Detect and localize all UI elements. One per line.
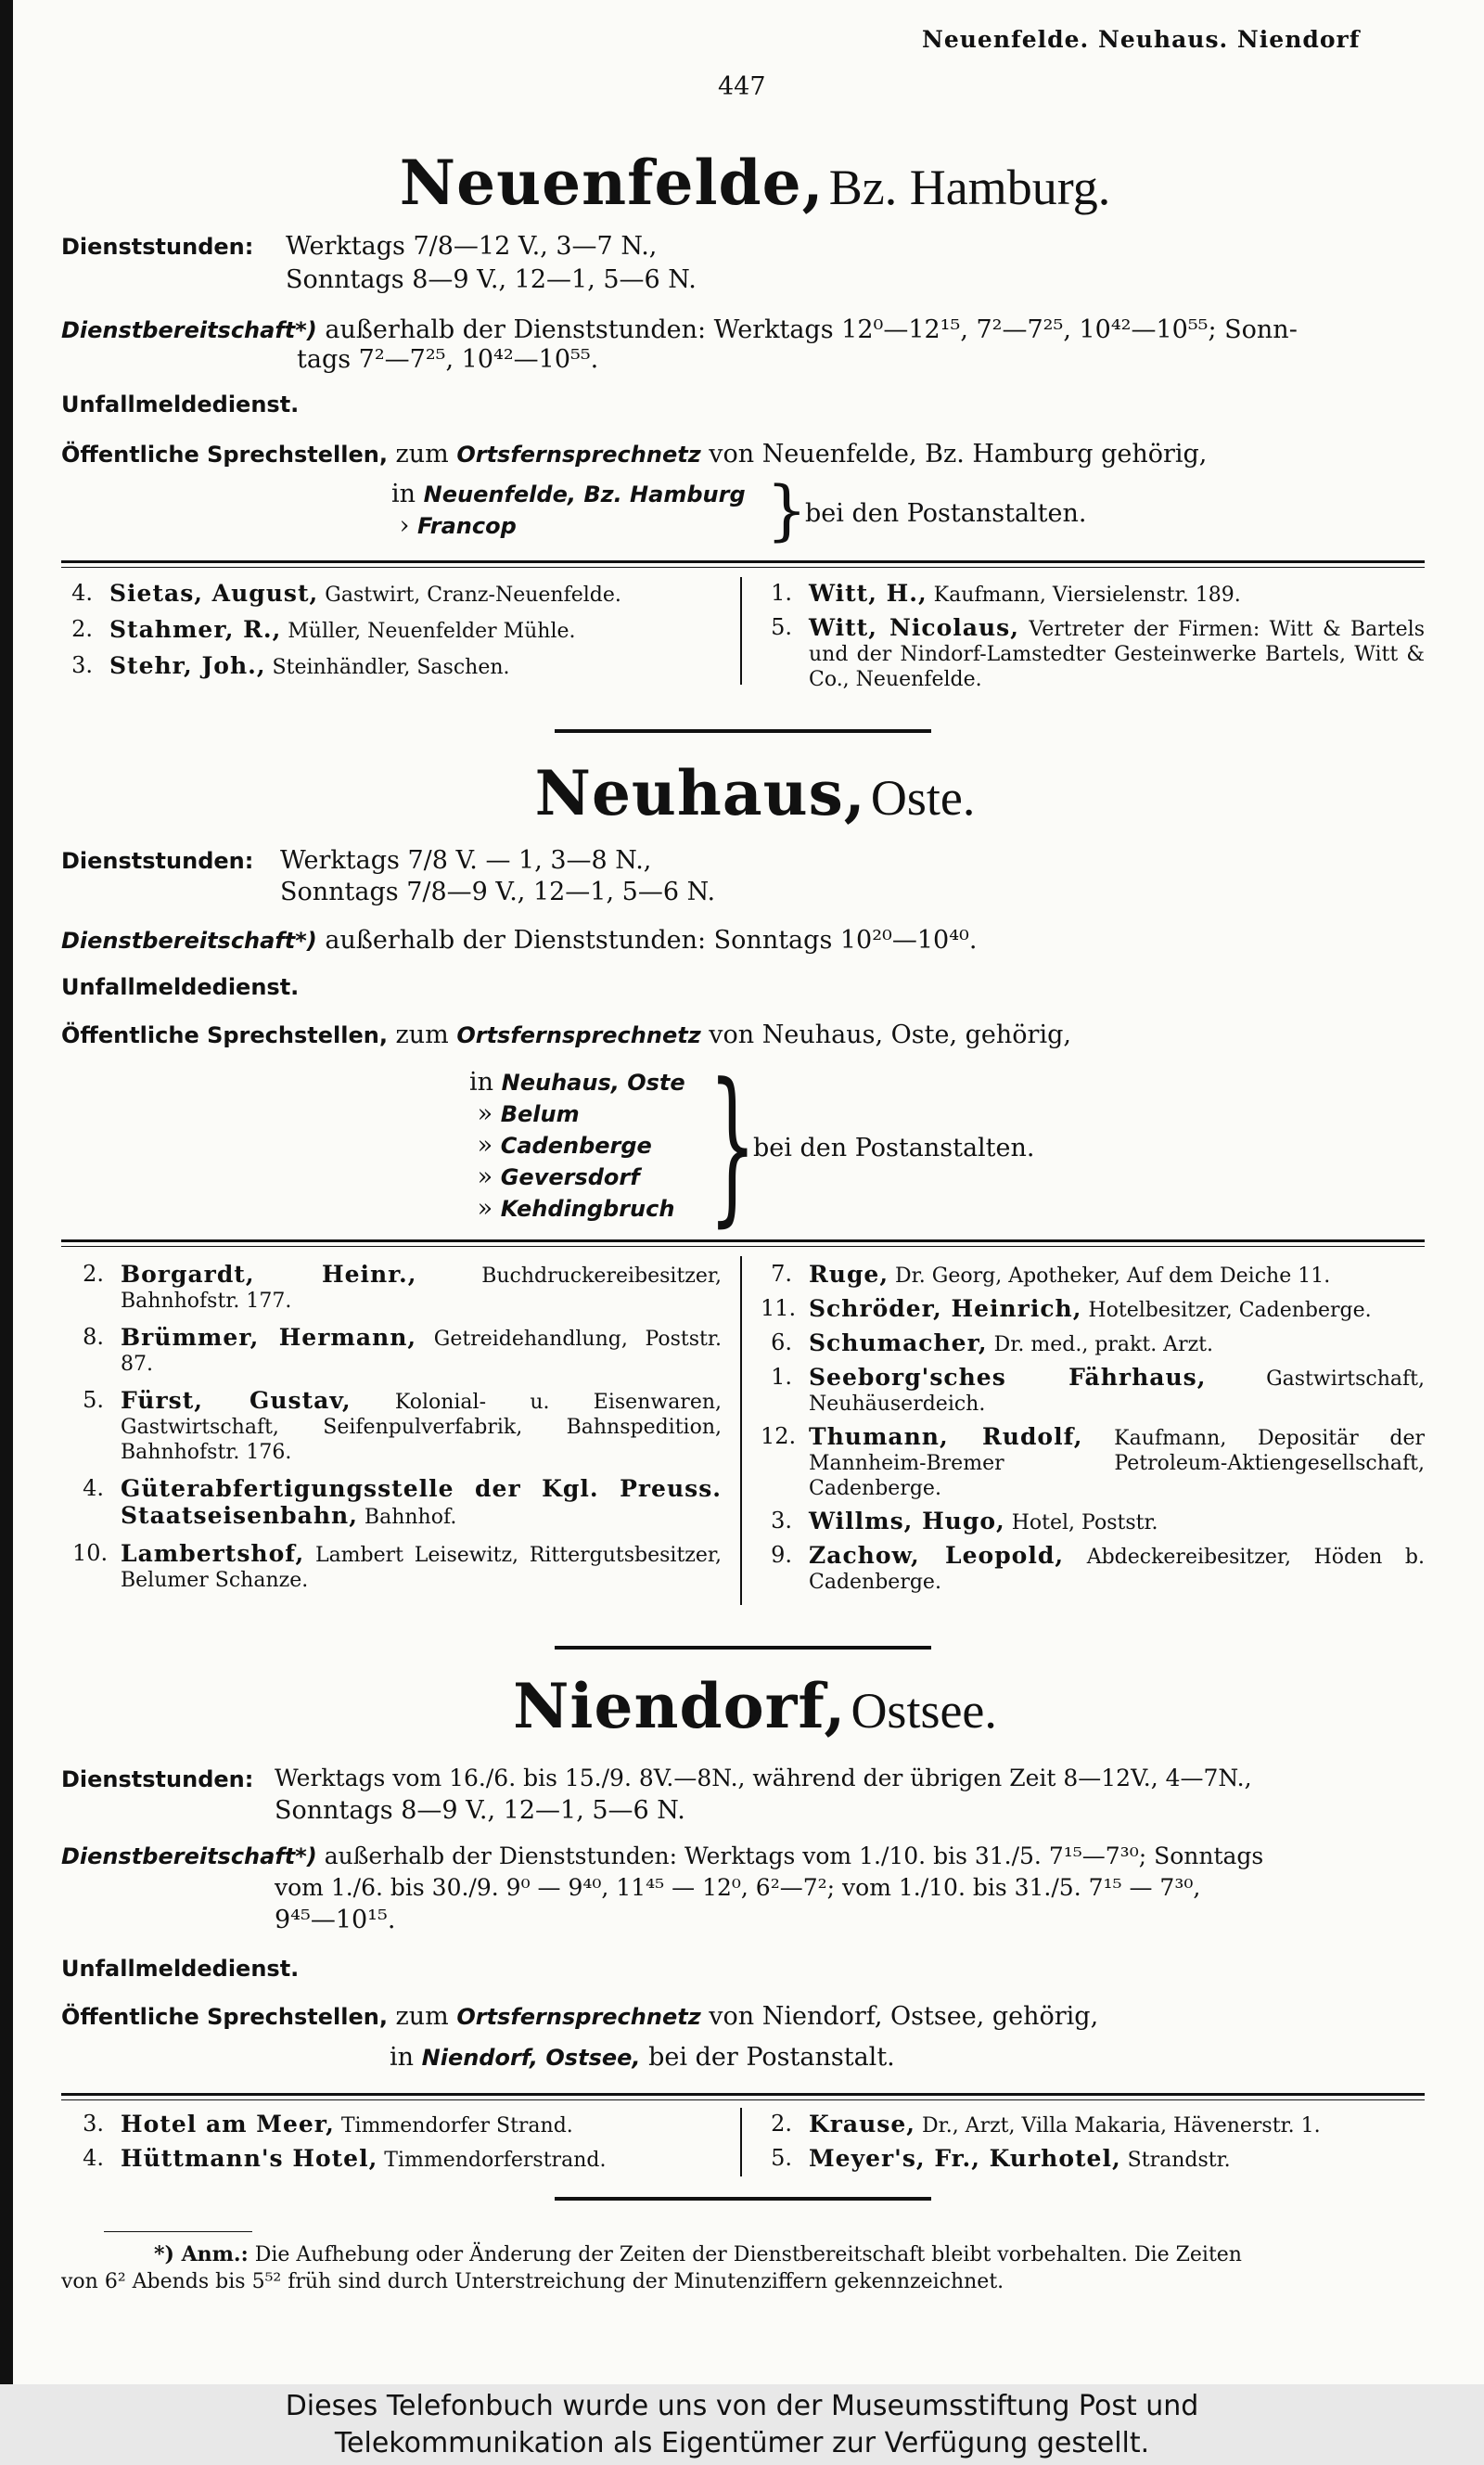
place-prefix: › [399, 511, 410, 540]
footnote [61, 2241, 1425, 2295]
place-name: Geversdorf [500, 1164, 640, 1190]
place-name: Francop [417, 513, 517, 539]
list-item: 11. Schröder, Heinrich, Hotelbesitzer, Cadenberge. [761, 1295, 1372, 1322]
list-item: 10. Lambertshof, Lambert Leisewitz, Rittergutsbesitzer, Belumer Schanze. [72, 1540, 722, 1592]
sprechstellen-neuhaus [61, 1021, 1071, 1049]
running-head: Neuenfelde. Neuhaus. Niendorf [922, 26, 1361, 53]
bereitschaft-line-2: tags 7²—7²⁵, 10⁴²—10⁵⁵. [297, 345, 599, 374]
unfall-neuhaus [61, 972, 299, 1001]
list-item: 1. Witt, H., Kaufmann, Viersielenstr. 189. [771, 580, 1241, 607]
unfall-label: Unfallmeldedienst. [61, 392, 300, 417]
footnote-line-1 [61, 2241, 1425, 2268]
bereitschaft-label: Dienstbereitschaft*) [61, 1843, 317, 1869]
place-list-neuenfelde [391, 479, 781, 542]
dienststunden-line-1: Werktags 7/8 V. — 1, 3—8 N., [280, 846, 652, 875]
place-prefix: in [469, 1068, 494, 1097]
place-item [469, 1130, 729, 1162]
dienststunden-label: Dienststunden: [61, 848, 254, 874]
list-item: 12. Thumann, Rudolf, Kaufmann, Depositär der Mannheim-Bremer Petroleum-Aktiengesellschaft, Cadenberge. [761, 1423, 1425, 1500]
list-item: 2. Krause, Dr., Arzt, Villa Makaria, Hävenerstr. 1. [771, 2111, 1321, 2138]
dienststunden-neuhaus [61, 846, 253, 875]
list-item: 5. Meyer's, Fr., Kurhotel, Strandstr. [771, 2145, 1231, 2172]
section-separator [555, 1646, 931, 1650]
entries-right-niendorf [761, 2112, 1425, 2173]
list-item: 3. Stehr, Joh., Steinhändler, Saschen. [71, 652, 510, 679]
credit-line-1: Dieses Telefonbuch wurde uns von der Museumsstiftung Post und [285, 2390, 1199, 2422]
list-item: 1. Seeborg'sches Fährhaus, Gastwirtschaft, Neuhäuserdeich. [771, 1364, 1425, 1416]
bereitschaft-line-3: 9⁴⁵—10¹⁵. [275, 1906, 396, 1934]
sprechstellen-niendorf [61, 2002, 1098, 2031]
place-item [469, 1067, 729, 1098]
list-item: 5. Witt, Nicolaus, Vertreter der Firmen: Witt & Bartels und der Nindorf-Lamstedter Gesteinwerke Bartels, Witt & Co., Neuenfelde. [771, 614, 1425, 691]
column-divider [740, 577, 742, 685]
unfall-niendorf [61, 1954, 299, 1983]
sprech-text-1: zum [395, 2002, 449, 2031]
dienststunden-niendorf [61, 1765, 253, 1793]
list-item: 9. Zachow, Leopold, Abdeckereibesitzer, Höden b. Cadenberge. [771, 1542, 1426, 1594]
dienststunden-neuenfelde [61, 232, 253, 261]
unfall-label: Unfallmeldedienst. [61, 974, 300, 1000]
town-region: Bz. Hamburg. [828, 160, 1111, 215]
place-item [391, 479, 781, 510]
bereitschaft-label: Dienstbereitschaft*) [61, 928, 317, 954]
place-prefix: » [477, 1131, 493, 1160]
place-list-neuhaus [469, 1067, 729, 1225]
place-item [469, 1162, 729, 1193]
list-item: 8. Brümmer, Hermann, Getreidehandlung, Poststr. 87. [83, 1324, 722, 1376]
sprech-label: Öffentliche Sprechstellen, [61, 1022, 388, 1048]
place-prefix: in [391, 480, 416, 508]
bereitschaft-line-1: außerhalb der Dienststunden: Sonntags 10²⁰—10⁴⁰. [325, 926, 978, 955]
list-item: 3. Willms, Hugo, Hotel, Poststr. [771, 1508, 1158, 1534]
town-region: Oste. [870, 770, 976, 826]
sprech-net: Ortsfernsprechnetz [456, 2004, 701, 2030]
unfall-label: Unfallmeldedienst. [61, 1956, 300, 1982]
sprech-text-2: von Neuenfelde, Bz. Hamburg gehörig, [709, 440, 1208, 469]
brace-neuenfelde: } [766, 472, 808, 548]
sprech-text-1: zum [395, 1021, 449, 1049]
place-list-niendorf [390, 2043, 895, 2072]
place-name: Kehdingbruch [500, 1196, 675, 1222]
sprech-text-2: von Niendorf, Ostsee, gehörig, [709, 2002, 1099, 2031]
town-heading-neuhaus [13, 757, 1484, 829]
footnote-line-2: von 6² Abends bis 5⁵² früh sind durch Unterstreichung der Minutenziffern gekennzeichnet. [61, 2270, 1004, 2293]
place-prefix: » [477, 1162, 493, 1191]
entries-left-niendorf [72, 2112, 722, 2173]
sprech-label: Öffentliche Sprechstellen, [61, 442, 388, 468]
entries-left-neuhaus [72, 1262, 722, 1593]
town-name: Neuenfelde, [399, 147, 825, 219]
places-note-neuenfelde: bei den Postanstalten. [805, 499, 1087, 528]
list-item: 4. Güterabfertigungsstelle der Kgl. Preuss. Staatseisenbahn, Bahnhof. [83, 1475, 722, 1529]
bereitschaft-line-2: vom 1./6. bis 30./9. 9⁰ — 9⁴⁰, 11⁴⁵ — 12⁰, 6²—7²; vom 1./10. bis 31./5. 7¹⁵ — 7³⁰, [275, 1874, 1201, 1901]
place-name: Belum [500, 1101, 580, 1127]
dienststunden-line-2: Sonntags 8—9 V., 12—1, 5—6 N. [275, 1796, 685, 1825]
place-name: Cadenberge [500, 1133, 652, 1159]
section-separator [555, 729, 931, 733]
bereitschaft-line-1: außerhalb der Dienststunden: Werktags vom 1./10. bis 31./5. 7¹⁵—7³⁰; Sonntags [324, 1842, 1264, 1869]
credit-banner [0, 2384, 1484, 2465]
sprech-text-2: von Neuhaus, Oste, gehörig, [709, 1021, 1071, 1049]
places-note: bei der Postanstalt. [648, 2043, 895, 2072]
sprech-net: Ortsfernsprechnetz [456, 442, 701, 468]
town-name: Neuhaus, [534, 757, 866, 829]
dienststunden-line-2: Sonntags 8—9 V., 12—1, 5—6 N. [286, 265, 697, 294]
brace-neuhaus: } [709, 1048, 757, 1242]
place-prefix: » [477, 1099, 493, 1128]
footnote-text-1: Die Aufhebung oder Änderung der Zeiten der Dienstbereitschaft bleibt vorbehalten. Die Zeiten [254, 2243, 1242, 2266]
place-prefix: » [477, 1194, 493, 1223]
place-item [391, 510, 781, 542]
footnote-label: *) Anm.: [154, 2242, 249, 2266]
places-note-neuhaus: bei den Postanstalten. [753, 1134, 1035, 1162]
footnote-rule [104, 2231, 252, 2232]
bereitschaft-neuenfelde [61, 315, 1298, 344]
dienststunden-line-1: Werktags 7/8—12 V., 3—7 N., [286, 232, 658, 261]
sprechstellen-neuenfelde [61, 440, 1207, 469]
entries-right-neuenfelde [761, 581, 1425, 692]
dienststunden-label: Dienststunden: [61, 1766, 254, 1792]
dienststunden-line-1: Werktags vom 16./6. bis 15./9. 8V.—8N., während der übrigen Zeit 8—12V., 4—7N., [275, 1765, 1252, 1791]
section-separator [555, 2197, 931, 2201]
bereitschaft-line-1: außerhalb der Dienststunden: Werktags 12⁰—12¹⁵, 7²—7²⁵, 10⁴²—10⁵⁵; Sonn- [325, 315, 1298, 344]
bereitschaft-niendorf [61, 1842, 1263, 1869]
place-name: Neuhaus, Oste [501, 1070, 685, 1096]
town-heading-neuenfelde [13, 147, 1484, 219]
section-rule [61, 2093, 1425, 2100]
place-name: Niendorf, Ostsee, [421, 2045, 641, 2071]
town-name: Niendorf, [513, 1670, 847, 1742]
place-item [469, 1193, 729, 1225]
list-item: 2. Borgardt, Heinr., Buchdruckereibesitzer, Bahnhofstr. 177. [83, 1261, 722, 1313]
list-item: 6. Schumacher, Dr. med., prakt. Arzt. [771, 1329, 1214, 1356]
unfall-neuenfelde [61, 390, 299, 418]
place-item [469, 1098, 729, 1130]
list-item: 5. Fürst, Gustav, Kolonial- u. Eisenwaren, Gastwirtschaft, Seifenpulverfabrik, Bahnspedition, Bahnhofstr. 176. [83, 1387, 723, 1464]
place-name: Neuenfelde, Bz. Hamburg [423, 481, 746, 507]
bereitschaft-label: Dienstbereitschaft*) [61, 317, 317, 343]
section-rule [61, 1239, 1425, 1247]
town-region: Ostsee. [851, 1683, 997, 1739]
dienststunden-label: Dienststunden: [61, 234, 254, 260]
list-item: 4. Sietas, August, Gastwirt, Cranz-Neuenfelde. [71, 580, 621, 607]
town-heading-niendorf [13, 1670, 1484, 1742]
sprech-label: Öffentliche Sprechstellen, [61, 2004, 388, 2030]
dienststunden-line-2: Sonntags 7/8—9 V., 12—1, 5—6 N. [280, 878, 716, 906]
entries-right-neuhaus [761, 1262, 1425, 1595]
list-item: 7. Ruge, Dr. Georg, Apotheker, Auf dem Deiche 11. [771, 1261, 1331, 1288]
section-rule [61, 560, 1425, 568]
entries-left-neuenfelde [61, 581, 710, 680]
place-prefix: in [390, 2043, 415, 2072]
page-number: 447 [718, 72, 766, 101]
sprech-net: Ortsfernsprechnetz [456, 1022, 701, 1048]
credit-line-2: Telekommunikation als Eigentümer zur Verfügung gestellt. [334, 2427, 1150, 2459]
list-item: 4. Hüttmann's Hotel, Timmendorferstrand. [83, 2145, 607, 2172]
column-divider [740, 1256, 742, 1605]
column-divider [740, 2108, 742, 2176]
list-item: 2. Stahmer, R., Müller, Neuenfelder Mühle. [71, 616, 576, 643]
list-item: 3. Hotel am Meer, Timmendorfer Strand. [83, 2111, 573, 2138]
bereitschaft-neuhaus [61, 926, 977, 955]
sprech-text-1: zum [395, 440, 449, 469]
